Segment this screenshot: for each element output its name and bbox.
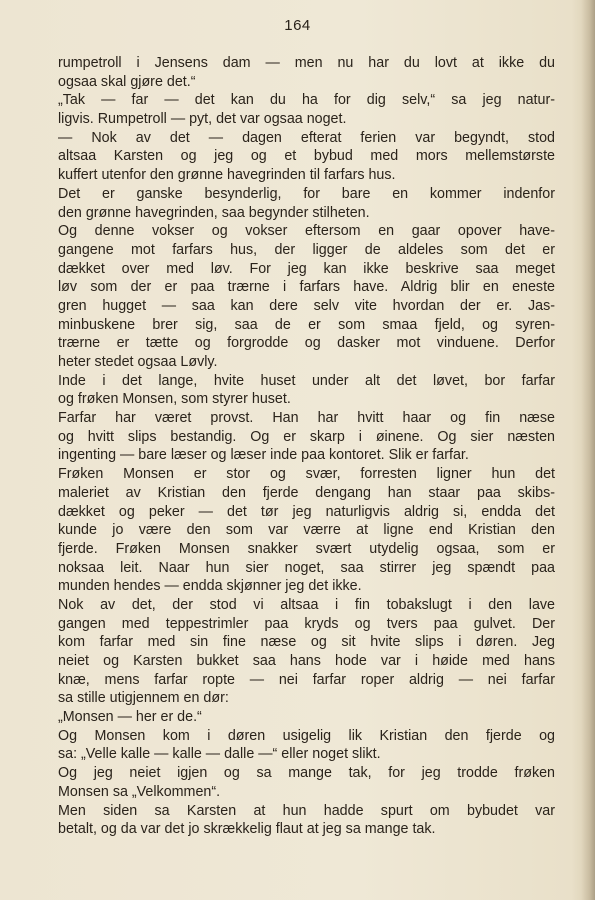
text-line: Farfar har været provst. Han har hvitt haar og fin næse	[58, 410, 555, 427]
text-line: sa stille utigjennem en dør:	[58, 690, 229, 707]
text-line: den grønne havegrinden, saa begynder stilheten.	[58, 204, 370, 221]
text-line: knæ, mens farfar ropte — nei farfar roper aldrig — nei farfar	[58, 671, 555, 688]
text-line: Frøken Monsen er stor og svær, forresten ligner hun det	[58, 466, 555, 483]
text-line: fjerde. Frøken Monsen snakker svært utydelig ogsaa, som er	[58, 540, 555, 557]
text-line: trærne er tætte og forgrodde og dasker mot vinduene. Derfor	[58, 335, 555, 352]
text-line: sa: „Velle kalle — kalle — dalle —“ eller noget slikt.	[58, 746, 381, 763]
text-line: neiet og Karsten bukket saa hans hode var i høide med hans	[58, 653, 555, 669]
body-text	[58, 54, 555, 839]
page-edge-shadow	[581, 0, 595, 900]
text-line: Og Monsen kom i døren usigelig lik Kristian den fjerde og	[58, 727, 555, 744]
text-line: kom farfar med sin fine næse og sit hvite slips i døren. Jeg	[58, 634, 555, 651]
text-line: gren hugget — saa kan dere selv vite hvordan der er. Jas-	[58, 297, 555, 314]
text-line: — Nok av det — dagen efterat ferien var begyndt, stod	[58, 129, 555, 146]
page-number: 164	[284, 17, 311, 34]
text-line: dækket over med løv. For jeg kan ikke beskrive saa meget	[58, 260, 555, 277]
text-line: gangene mot farfars hus, der ligger de aldeles som det er	[58, 241, 555, 258]
text-line: og hvitt slips bestandig. Og er skarp i øinene. Og sier næsten	[58, 428, 555, 445]
text-line: „Tak — far — det kan du ha for dig selv,“ sa jeg natur-	[58, 92, 555, 109]
text-line: noksaa leit. Naar hun sier noget, saa stirrer jeg spændt paa	[58, 559, 555, 576]
text-line: Inde i det lange, hvite huset under alt det løvet, bor farfar	[58, 372, 555, 389]
text-line: Og jeg neiet igjen og sa mange tak, for jeg trodde frøken	[58, 765, 555, 782]
text-line: munden hendes — endda skjønner jeg det ikke.	[58, 578, 362, 595]
text-line: maleriet av Kristian den fjerde dengang han staar paa skibs-	[58, 484, 555, 501]
text-line: ingenting — bare læser og læser inde paa kontoret. Slik er farfar.	[58, 447, 469, 464]
text-line: gangen med teppestrimler paa kryds og tvers paa gulvet. Der	[58, 615, 555, 632]
text-line: rumpetroll i Jensens dam — men nu har du lovt at ikke du	[58, 55, 555, 71]
text-line: og frøken Monsen, som styrer huset.	[58, 391, 291, 408]
text-line: Nok av det, der stod vi altsaa i fin tobakslugt i den lave	[58, 596, 555, 613]
text-line: minbuskene brer sig, saa de er som smaa fjeld, og syren-	[58, 316, 555, 333]
text-line: ogsaa skal gjøre det.“	[58, 73, 196, 90]
text-line: betalt, og da var det jo skrækkelig flaut at jeg sa mange tak.	[58, 821, 436, 838]
text-line: Det er ganske besynderlig, for bare en kommer indenfor	[58, 185, 555, 202]
text-line: ligvis. Rumpetroll — pyt, det var ogsaa noget.	[58, 111, 347, 128]
text-line: Monsen sa „Velkommen“.	[58, 783, 221, 800]
text-line: løv som der er paa trærne i farfars have. Aldrig blir en eneste	[58, 279, 555, 296]
text-line: kunde jo være den som var værre at ligne end Kristian den	[58, 522, 555, 539]
text-line: heter stedet ogsaa Løvly.	[58, 354, 218, 370]
text-line: dækket og peker — det tør jeg naturligvis aldrig si, endda det	[58, 503, 555, 520]
text-line: Og denne vokser og vokser eftersom en gaar opover have-	[58, 223, 555, 240]
text-line: kuffert utenfor den grønne havegrinden til farfars hus.	[58, 167, 396, 184]
text-line: „Monsen — her er de.“	[58, 709, 202, 726]
text-line: altsaa Karsten og jeg og et bybud med mors mellemstørste	[58, 148, 555, 165]
text-line: Men siden sa Karsten at hun hadde spurt om bybudet var	[58, 802, 555, 819]
